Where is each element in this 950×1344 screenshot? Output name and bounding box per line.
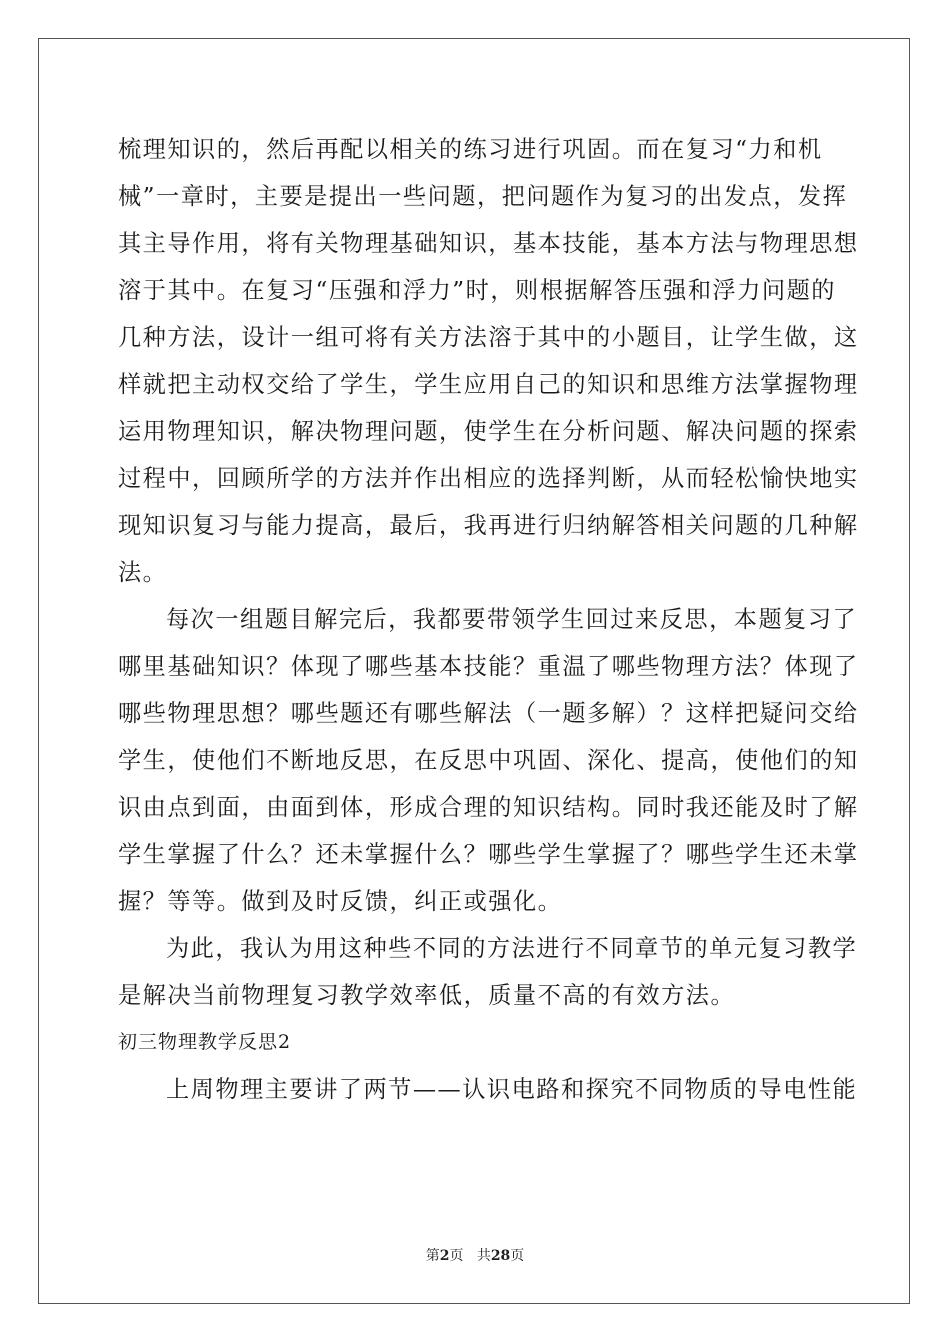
text-line-14: 学生，使他们不断地反思，在反思中巩固、深化、提高，使他们的知: [118, 747, 859, 774]
text-line-6: 样就把主动权交给了学生，学生应用自己的知识和思维方法掌握物理: [118, 371, 859, 398]
page-footer: [0, 1245, 950, 1265]
total-pages: 28: [490, 1248, 511, 1264]
text-line-5: 几种方法，设计一组可将有关方法溶于其中的小题目，让学生做，这: [118, 324, 859, 351]
section-heading: 初三物理教学反思2: [118, 1031, 292, 1053]
text-line-7: 运用物理知识，解决物理问题，使学生在分析问题、解决问题的探索: [118, 418, 859, 445]
total-prefix: 共: [476, 1248, 491, 1264]
page-number: 2: [439, 1248, 450, 1264]
page-prefix: 第: [425, 1248, 440, 1264]
text-line-9: 现知识复习与能力提高，最后，我再进行归纳解答相关问题的几种解: [118, 512, 859, 539]
text-line-15: 识由点到面，由面到体，形成合理的知识结构。同时我还能及时了解: [118, 794, 859, 821]
text-line-17: 握？等等。做到及时反馈，纠正或强化。: [118, 888, 563, 915]
total-suffix: 页: [510, 1248, 525, 1264]
text-line-3: 其主导作用，将有关物理基础知识，基本技能，基本方法与物理思想: [118, 230, 859, 257]
paragraph-start-line-21: 上周物理主要讲了两节——认识电路和探究不同物质的导电性能: [166, 1076, 858, 1103]
text-line-19: 是解决当前物理复习教学效率低，质量不高的有效方法。: [118, 982, 736, 1009]
text-line-16: 学生掌握了什么？还未掌握什么？哪些学生掌握了？哪些学生还未掌: [118, 841, 859, 868]
paragraph-start-line-11: 每次一组题目解完后，我都要带领学生回过来反思，本题复习了: [166, 606, 858, 633]
document-body: [118, 126, 859, 1113]
paragraph-start-line-18: 为此，我认为用这种些不同的方法进行不同章节的单元复习教学: [166, 935, 858, 962]
text-line-8: 过程中，回顾所学的方法并作出相应的选择判断，从而轻松愉快地实: [118, 465, 859, 492]
text-line-1: 梳理知识的，然后再配以相关的练习进行巩固。而在复习“力和机: [118, 136, 823, 163]
text-line-4: 溶于其中。在复习“压强和浮力”时，则根据解答压强和浮力问题的: [118, 277, 836, 304]
text-line-13: 哪些物理思想？哪些题还有哪些解法（一题多解）？这样把疑问交给: [118, 700, 859, 727]
text-line-2: 械”一章时，主要是提出一些问题，把问题作为复习的出发点，发挥: [118, 183, 848, 210]
text-line-10: 法。: [118, 559, 168, 586]
text-line-12: 哪里基础知识？体现了哪些基本技能？重温了哪些物理方法？体现了: [118, 653, 859, 680]
page-suffix: 页: [449, 1248, 464, 1264]
